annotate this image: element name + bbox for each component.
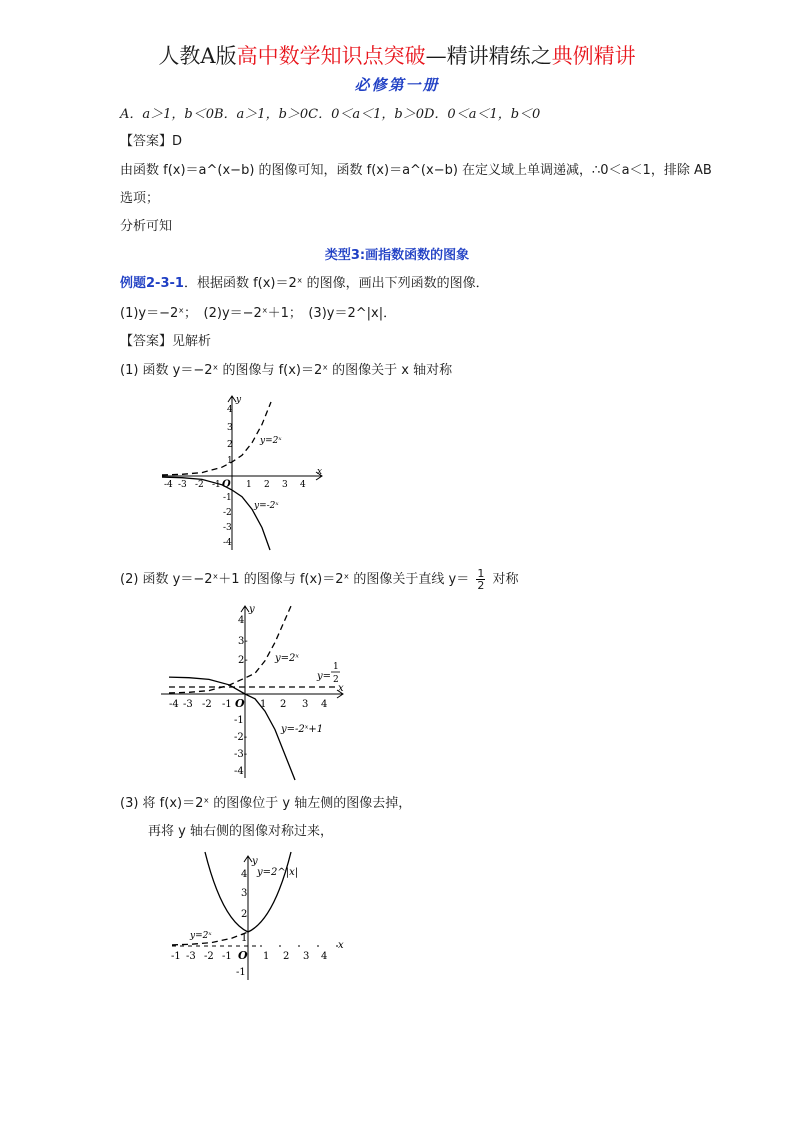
graph-1-xtick-neg1: -1 xyxy=(212,480,221,490)
graph-3-x-label: x xyxy=(338,940,344,951)
part2-fraction xyxy=(476,568,485,591)
part3-text-b: 再将 y 轴右侧的图像对称过来， xyxy=(148,824,333,839)
graph-3-y-label: y xyxy=(252,856,258,867)
graph-2 xyxy=(155,600,355,785)
graph-2-ytick-neg4: -4 xyxy=(234,766,244,777)
graph-3 xyxy=(160,850,355,985)
part2-text-a: (2) 函数 y＝−2ˣ＋1 的图像与 f(x)＝2ˣ 的图像关于直线 y＝ xyxy=(120,572,470,587)
header-part2: 高中数学知识点突破 xyxy=(236,44,426,68)
graph-2-half-label: y= xyxy=(317,671,332,682)
part2-frac-den: 2 xyxy=(477,579,485,592)
answer-label-1: 【答案】D xyxy=(120,134,183,149)
example-line xyxy=(120,275,489,293)
graph-3-xtick-neg-b: -3 xyxy=(186,951,196,962)
graph-2-xtick-neg3: -3 xyxy=(183,699,193,710)
graph-3-xtick-3: 3 xyxy=(303,951,310,962)
graph-2-curve-neg-exp-plus1 xyxy=(169,677,295,780)
graph-2-ytick-3: 3- xyxy=(238,636,248,647)
graph-2-xtick-neg2: -2 xyxy=(202,699,212,710)
graph-1-xtick-neg2: -2 xyxy=(195,480,204,490)
graph-1-label-exp: y=2ˣ xyxy=(260,436,282,446)
graph-3-ytick-1: 1 xyxy=(241,933,248,944)
graph-2-xtick-neg1: -1 xyxy=(222,699,232,710)
graph-2-half-den: 2 xyxy=(333,675,339,685)
part1-text: (1) 函数 y＝−2ˣ 的图像与 f(x)＝2ˣ 的图像关于 x 轴对称 xyxy=(120,363,453,378)
options-line: A．a＞1，b＜0B．a＞1，b＞0C．0＜a＜1，b＞0D．0＜a＜1，b＜0 xyxy=(120,107,541,122)
graph-1-ytick-neg2: -2 xyxy=(223,508,232,518)
graph-3-label-abs-exp: y=2^|x| xyxy=(257,867,299,878)
part2-text xyxy=(120,568,519,591)
part2-frac-num: 1 xyxy=(477,567,485,580)
graph-1 xyxy=(150,390,340,555)
graph-3-xtick-neg-d: -1 xyxy=(222,951,232,962)
graph-3-xtick-neg-a: -1 xyxy=(171,951,181,962)
graph-2-label-neg-exp-plus1: y=-2ˣ+1 xyxy=(281,724,324,735)
graph-1-ytick-3: 3 xyxy=(227,423,233,433)
graph-2-ytick-2: 2- xyxy=(238,655,248,666)
graph-3-ytick-neg1: -1 xyxy=(236,967,246,978)
graph-1-ytick-2: 2 xyxy=(227,440,233,450)
section-title: 类型3:画指数函数的图象 xyxy=(324,248,470,263)
graph-1-ytick-neg1: -1 xyxy=(223,493,232,503)
graph-1-ytick-1: 1 xyxy=(227,456,233,466)
graph-2-xtick-3: 3 xyxy=(302,699,309,710)
answer-label-2: 【答案】见解析 xyxy=(120,334,212,349)
graph-3-ytick-4: 4 xyxy=(241,869,248,880)
graph-2-curve-exp xyxy=(169,606,291,693)
graph-2-origin: O xyxy=(235,697,245,710)
graph-3-ytick-3: 3 xyxy=(241,888,248,899)
graph-2-ytick-4: 4 xyxy=(238,615,245,626)
graph-2-xtick-4: 4 xyxy=(321,699,328,710)
header-part4: 典例精讲 xyxy=(551,44,636,68)
graph-2-half-num: 1 xyxy=(333,662,339,672)
graph-3-xtick-1: 1 xyxy=(263,951,270,962)
graph-1-xtick-1: 1 xyxy=(246,480,252,490)
graph-2-y-label: y xyxy=(249,604,255,615)
graph-2-ytick-neg1: -1 xyxy=(234,715,244,726)
explain-line-3: 分析可知 xyxy=(120,219,173,234)
graph-1-curve-exp xyxy=(162,402,271,475)
graph-2-ytick-neg2: -2- xyxy=(234,732,248,743)
header-part1: 人教A版 xyxy=(158,44,237,68)
graph-3-xtick-2: 2 xyxy=(283,951,290,962)
graph-2-xtick-neg4: -4 xyxy=(169,699,179,710)
graph-2-x-label: x xyxy=(338,683,344,694)
graph-2-label-exp: y=2ˣ xyxy=(275,653,299,664)
graph-1-label-neg-exp: y=-2ˣ xyxy=(254,501,279,511)
part2-text-b: 对称 xyxy=(492,572,519,587)
graph-2-ytick-neg3: -3- xyxy=(234,749,248,760)
page-header xyxy=(0,40,794,70)
graph-1-origin: O xyxy=(222,479,231,490)
header-part3: —精讲精练之 xyxy=(425,44,552,68)
graph-1-xtick-4: 4 xyxy=(300,480,306,490)
graph-3-origin: O xyxy=(238,949,248,962)
graph-1-ytick-4: 4 xyxy=(227,405,233,415)
graph-1-xtick-neg3: -3 xyxy=(178,480,187,490)
graph-1-ytick-neg3: -3 xyxy=(223,523,232,533)
graph-2-xtick-1: 1 xyxy=(260,699,267,710)
example-label: 例题2-3-1 xyxy=(120,276,184,291)
graph-3-xtick-4: 4 xyxy=(321,951,328,962)
graph-1-ytick-neg4: -4 xyxy=(223,538,232,548)
graph-1-xtick-2: 2 xyxy=(264,480,270,490)
graph-1-xtick-3: 3 xyxy=(282,480,288,490)
page-subtitle: 必修第一册 xyxy=(354,76,440,94)
example-text: ．根据函数 f(x)＝2ˣ 的图像，画出下列函数的图像． xyxy=(183,276,489,291)
explain-line-2: 选项； xyxy=(120,191,160,206)
graph-3-ytick-2: 2 xyxy=(241,909,248,920)
part3-text-a: (3) 将 f(x)＝2ˣ 的图像位于 y 轴左侧的图像去掉， xyxy=(120,796,412,811)
graph-3-xtick-neg-c: -2 xyxy=(204,951,214,962)
explain-line-1: 由函数 f(x)＝a^(x−b) 的图像可知，函数 f(x)＝a^(x−b) 在定义域上单调递减，∴0＜a＜1，排除 AB xyxy=(120,163,712,178)
graph-1-y-label: y xyxy=(236,395,242,405)
graph-1-x-label: x xyxy=(317,467,323,477)
example-items: (1)y＝−2ˣ； (2)y＝−2ˣ＋1； (3)y＝2^|x|． xyxy=(120,306,397,321)
graph-1-xtick-neg4: -4 xyxy=(164,480,173,490)
graph-2-xtick-2: 2 xyxy=(280,699,287,710)
graph-3-label-exp: y=2ˣ xyxy=(190,931,212,941)
